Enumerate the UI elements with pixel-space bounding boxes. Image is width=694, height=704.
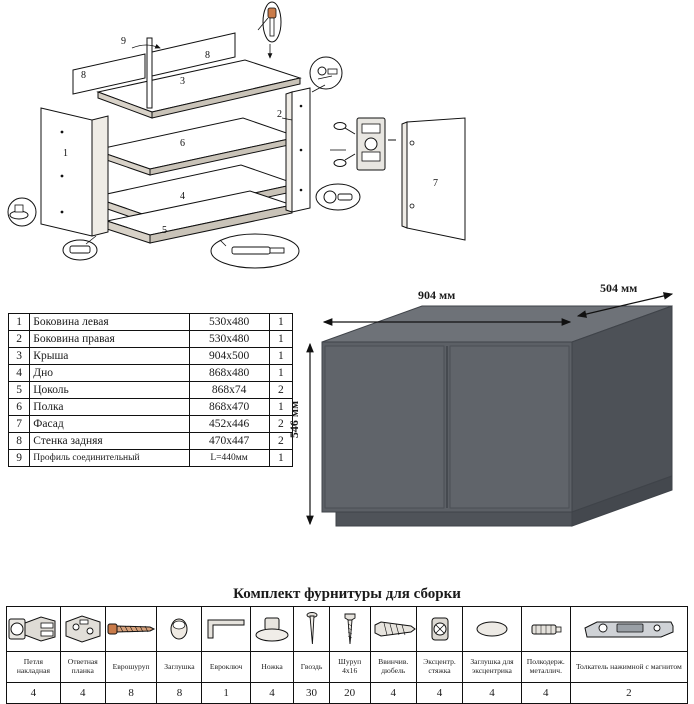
detail-callout-cam-lock xyxy=(310,57,342,89)
hardware-label: Петля накладная xyxy=(7,652,61,683)
table-row xyxy=(9,348,293,365)
part-qty: 1 xyxy=(269,450,292,467)
hardware-kit-table xyxy=(6,606,688,704)
detail-callout-plinth-clip xyxy=(63,240,97,260)
part-shelf xyxy=(95,118,298,175)
part-number: 2 xyxy=(9,331,30,348)
cabinet-depth-label: 504 мм xyxy=(600,281,638,295)
part-number: 1 xyxy=(9,314,30,331)
detail-callout-leg xyxy=(8,198,36,226)
part-number: 4 xyxy=(9,365,30,382)
hardware-label: Полкодерж. металлич. xyxy=(521,652,570,683)
hardware-label: Еврошуруп xyxy=(105,652,157,683)
part-qty: 1 xyxy=(269,399,292,416)
part-number: 9 xyxy=(9,450,30,467)
hardware-count: 4 xyxy=(521,683,570,704)
part-size: 868х480 xyxy=(189,365,269,382)
callout-2: 2 xyxy=(277,109,282,120)
table-row xyxy=(9,450,293,467)
part-name: Боковина левая xyxy=(30,314,189,331)
callout-6: 6 xyxy=(180,138,185,149)
part-size: 470х447 xyxy=(189,433,269,450)
hardware-label: Шуруп 4х16 xyxy=(329,652,370,683)
part-name: Дно xyxy=(30,365,189,382)
hardware-count-row xyxy=(7,683,688,704)
detail-callout-screw-top xyxy=(263,2,281,42)
part-name: Профиль соединительный xyxy=(30,450,189,467)
callout-9: 9 xyxy=(121,36,126,47)
hardware-label: Гвоздь xyxy=(294,652,329,683)
assembled-cabinet-view xyxy=(287,280,690,565)
euro-key-icon xyxy=(202,607,250,652)
cabinet-door-left xyxy=(325,346,444,508)
hardware-count: 8 xyxy=(157,683,202,704)
table-row xyxy=(9,433,293,450)
part-size: 530х480 xyxy=(189,331,269,348)
hardware-icon-row xyxy=(7,607,688,652)
callout-5: 5 xyxy=(162,225,167,236)
hardware-label: Заглушка для эксцентрика xyxy=(463,652,522,683)
part-size: 530х480 xyxy=(189,314,269,331)
hardware-count: 20 xyxy=(329,683,370,704)
screw-icon xyxy=(329,607,370,652)
part-qty: 1 xyxy=(269,348,292,365)
hardware-label-row xyxy=(7,652,688,683)
detail-callout-cam-bottom xyxy=(316,184,360,210)
table-row xyxy=(9,365,293,382)
cabinet-height-label: 546 мм xyxy=(287,400,302,439)
leg-icon xyxy=(250,607,294,652)
hardware-count: 8 xyxy=(105,683,157,704)
cabinet-width-label: 904 мм xyxy=(418,288,456,302)
magnet-catch-icon xyxy=(570,607,687,652)
cabinet-plinth xyxy=(336,512,572,526)
part-size: 452х446 xyxy=(189,416,269,433)
hardware-label: Ввинчив. дюбель xyxy=(370,652,416,683)
part-size: 868х74 xyxy=(189,382,269,399)
hinge-overlay-icon xyxy=(7,607,61,652)
hardware-label: Толкатель нажимной с магнитом xyxy=(570,652,687,683)
metal-shelf-support-icon xyxy=(521,607,570,652)
part-number: 5 xyxy=(9,382,30,399)
part-name: Стенка задняя xyxy=(30,433,189,450)
hardware-kit-title: Комплект фурнитуры для сборки xyxy=(233,586,461,602)
cap-icon xyxy=(157,607,202,652)
part-size: 868х470 xyxy=(189,399,269,416)
part-qty: 1 xyxy=(269,365,292,382)
hinge-detail-group xyxy=(334,118,396,170)
hardware-count: 1 xyxy=(202,683,250,704)
cam-cap-icon xyxy=(463,607,522,652)
hardware-label: Ответная планка xyxy=(60,652,105,683)
hardware-label: Эксцентр. стяжка xyxy=(416,652,462,683)
callout-8-right: 8 xyxy=(205,50,210,61)
part-name: Боковина правая xyxy=(30,331,189,348)
callout-3: 3 xyxy=(180,76,185,87)
part-qty: 2 xyxy=(269,382,292,399)
part-qty: 1 xyxy=(269,314,292,331)
callout-7: 7 xyxy=(433,178,438,189)
hardware-count: 30 xyxy=(294,683,329,704)
hardware-count: 4 xyxy=(7,683,61,704)
part-number: 8 xyxy=(9,433,30,450)
part-qty: 1 xyxy=(269,331,292,348)
cabinet-svg xyxy=(300,280,692,565)
part-number: 3 xyxy=(9,348,30,365)
hardware-count: 4 xyxy=(416,683,462,704)
table-row xyxy=(9,331,293,348)
part-qty: 2 xyxy=(269,416,292,433)
hardware-count: 4 xyxy=(60,683,105,704)
part-left-side-panel xyxy=(41,108,108,236)
part-qty: 2 xyxy=(269,433,292,450)
dowel-icon xyxy=(370,607,416,652)
euro-screw-icon xyxy=(105,607,157,652)
hardware-label: Ножка xyxy=(250,652,294,683)
table-row xyxy=(9,314,293,331)
part-number: 6 xyxy=(9,399,30,416)
part-size: 904х500 xyxy=(189,348,269,365)
cam-lock-icon xyxy=(416,607,462,652)
part-number: 7 xyxy=(9,416,30,433)
detail-callout-dowel xyxy=(211,234,299,268)
table-row xyxy=(9,399,293,416)
part-right-side-panel xyxy=(286,88,310,212)
table-row xyxy=(9,416,293,433)
part-name: Фасад xyxy=(30,416,189,433)
part-name: Крыша xyxy=(30,348,189,365)
hardware-label: Евроключ xyxy=(202,652,250,683)
part-connecting-profile xyxy=(147,38,152,108)
exploded-assembly-diagram xyxy=(0,0,694,290)
exploded-diagram-svg xyxy=(0,0,694,292)
nail-icon xyxy=(294,607,329,652)
part-name: Цоколь xyxy=(30,382,189,399)
hinge-plate-icon xyxy=(60,607,105,652)
part-size: L=440мм xyxy=(189,450,269,467)
callout-8-left: 8 xyxy=(81,70,86,81)
parts-table xyxy=(8,313,293,467)
hardware-count: 2 xyxy=(570,683,687,704)
hardware-label: Заглушка xyxy=(157,652,202,683)
callout-1: 1 xyxy=(63,148,68,159)
hardware-count: 4 xyxy=(250,683,294,704)
table-row xyxy=(9,382,293,399)
callout-4: 4 xyxy=(180,191,185,202)
hardware-count: 4 xyxy=(463,683,522,704)
cabinet-door-right xyxy=(450,346,569,508)
hardware-count: 4 xyxy=(370,683,416,704)
part-name: Полка xyxy=(30,399,189,416)
